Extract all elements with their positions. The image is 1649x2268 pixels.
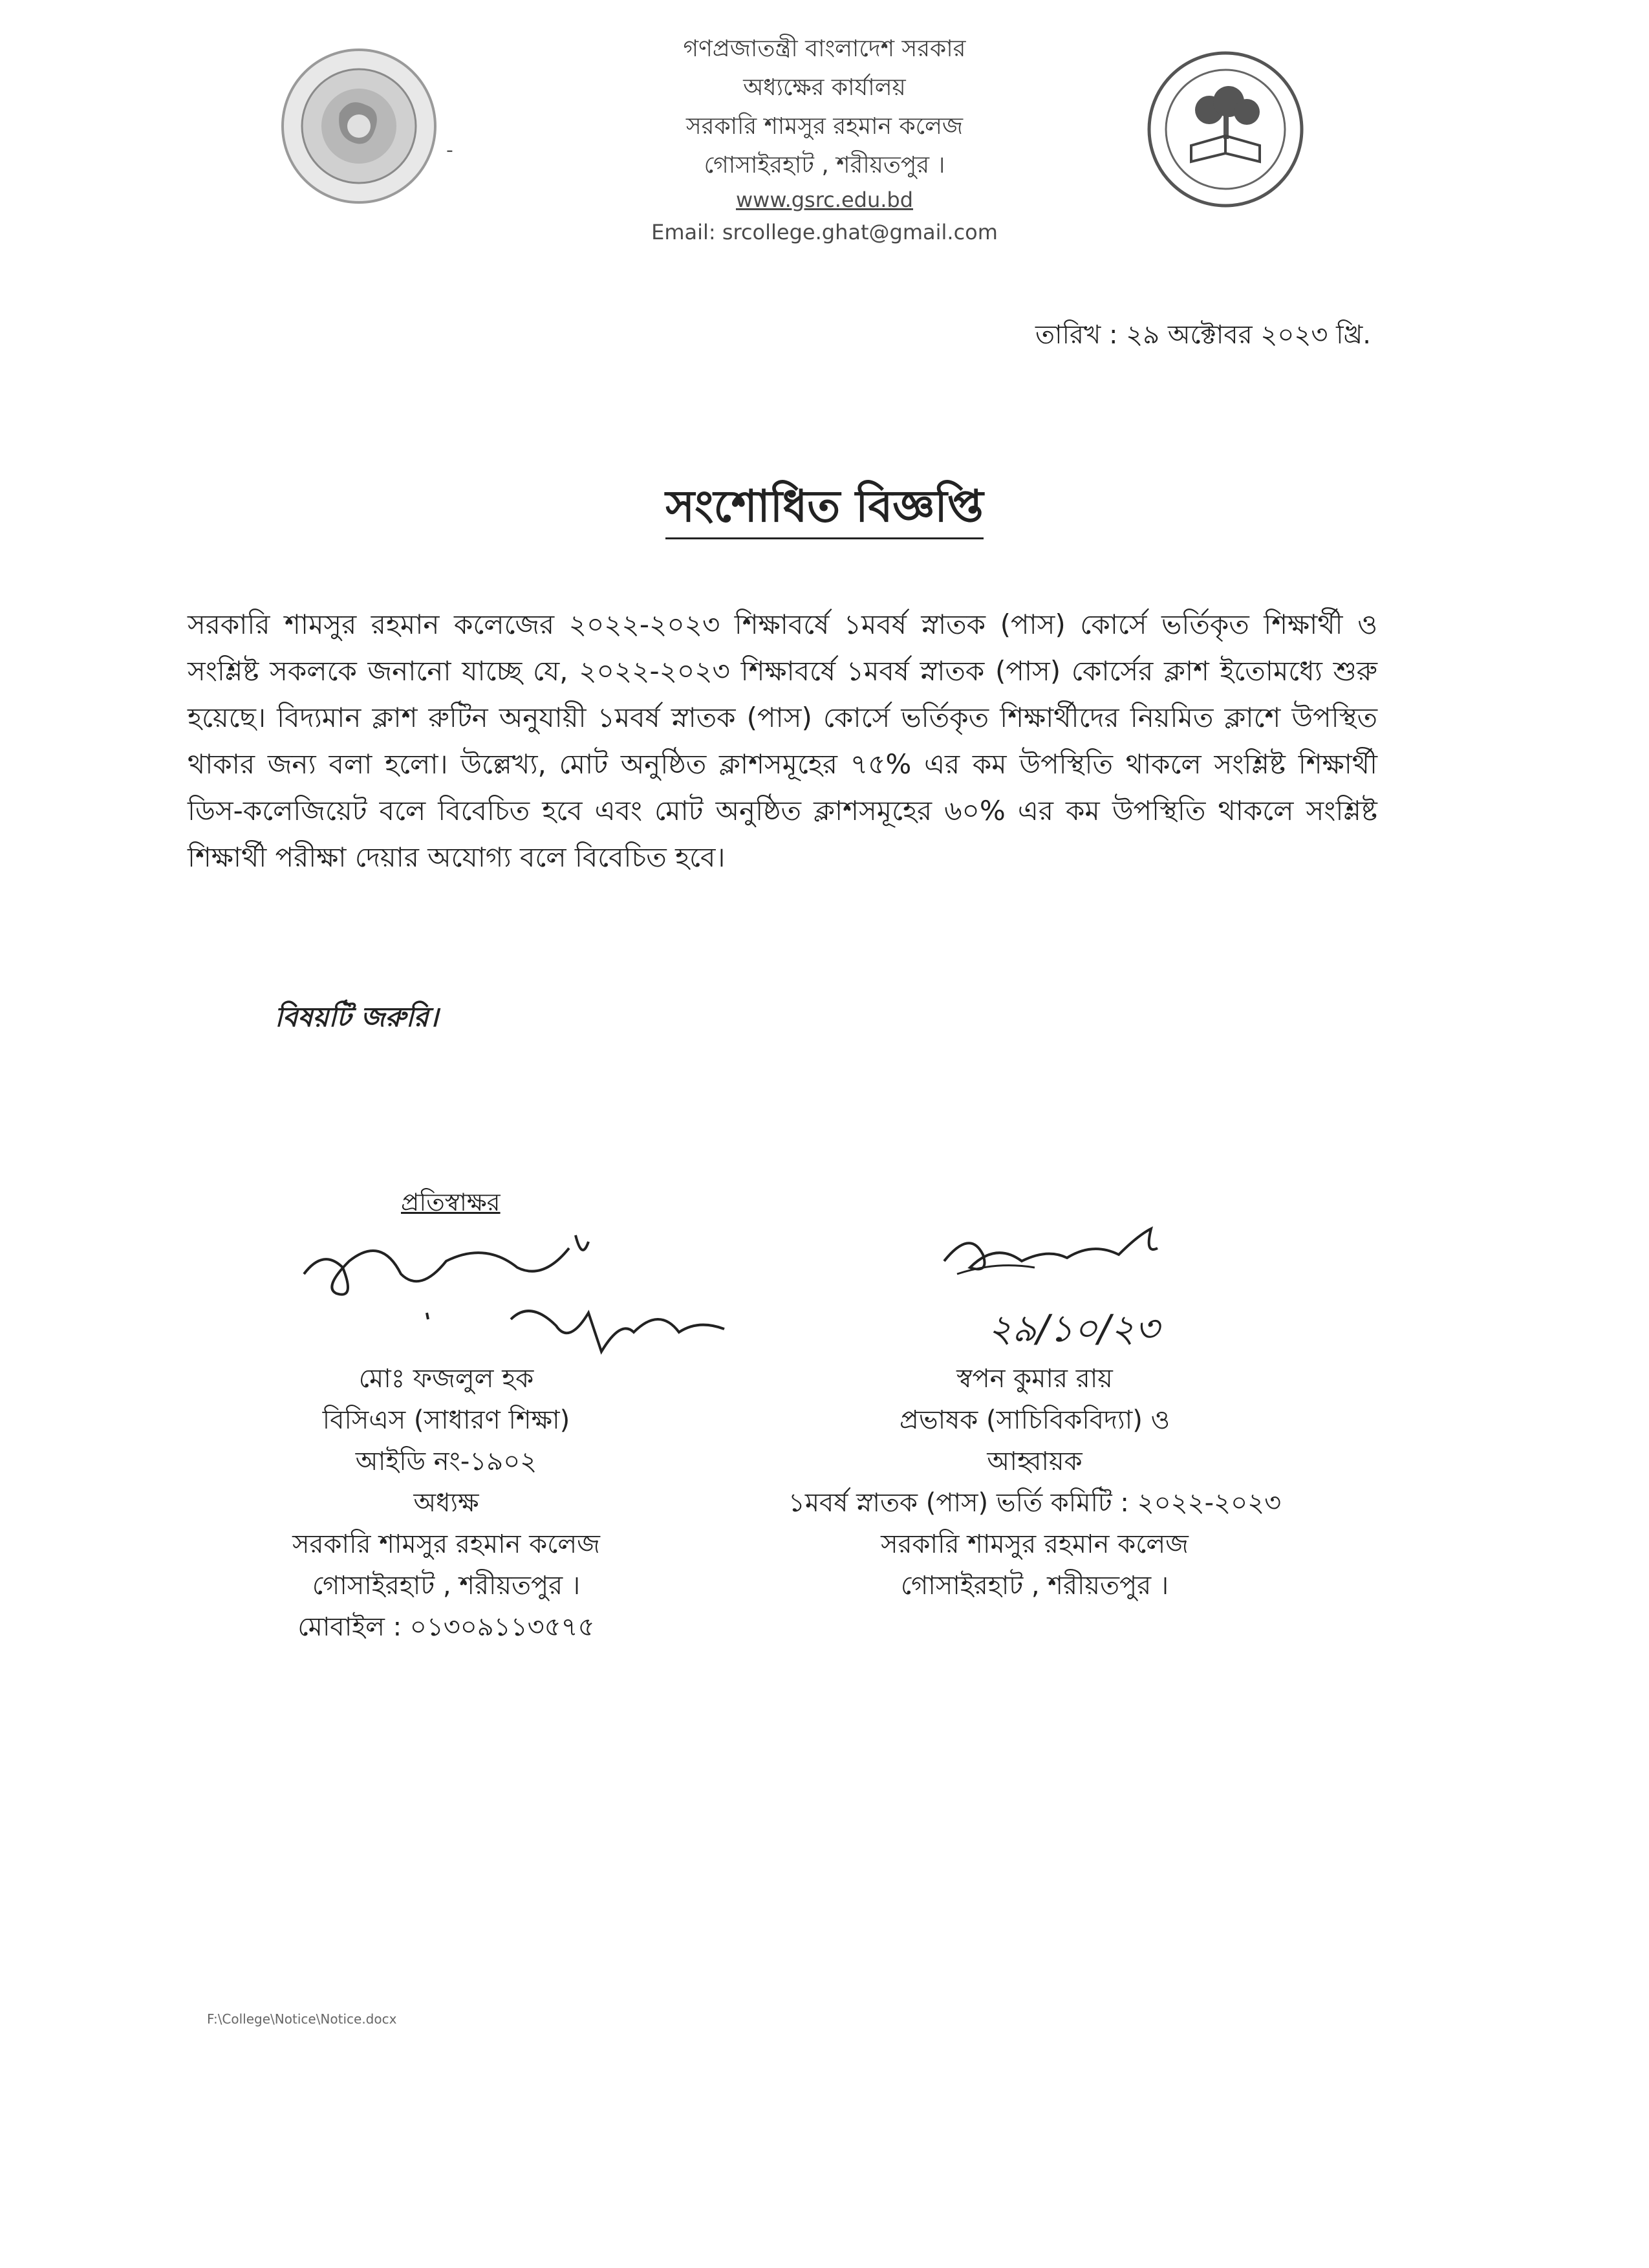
- header-office: অধ্যক্ষের কার্যালয়: [743, 74, 906, 101]
- notice-title: সংশোধিত বিজ্ঞপ্তি: [665, 481, 983, 539]
- countersign-label: প্রতিস্বাক্ষর: [401, 1188, 501, 1216]
- convener-college: সরকারি শামসুর রহমান কলেজ: [881, 1529, 1189, 1559]
- header-location: গোসাইরহাট , শরীয়তপুর ।: [704, 152, 945, 178]
- convener-name: স্বপন কুমার রায়: [956, 1364, 1113, 1394]
- principal-location: গোসাইরহাট , শরীয়তপুর ।: [312, 1571, 581, 1601]
- header-website-link[interactable]: www.gsrc.edu.bd: [735, 188, 914, 212]
- convener-role: আহ্বায়ক: [987, 1447, 1083, 1476]
- notice-body: সরকারি শামসুর রহমান কলেজের ২০২২-২০২৩ শিক্ষাবর্ষে ১মবর্ষ স্নাতক (পাস) কোর্সে ভর্তিকৃত শিক্ষার্থী ও সংশ্লিষ্ট সকলকে জনানো যাচ্ছে যে, ২০২২-২০২৩ শিক্ষাবর্ষে ১মবর্ষ স্নাতক (পাস) কোর্সের ক্লাশ ইতোমধ্যে শুরু হয়েছে। বিদ্যমান ক্লাশ রুটিন অনুযায়ী ১মবর্ষ স্নাতক (পাস) কোর্সে ভর্তিকৃত শিক্ষার্থীদের নিয়মিত ক্লাশে উপস্থিত থাকার জন্য বলা হলো। উল্লেখ্য, মোট অনুষ্ঠিত ক্লাশসমূহের ৭৫% এর কম উপস্থিতি থাকলে সংশ্লিষ্ট শিক্ষার্থী ডিস-কলেজিয়েট বলে বিবেচিত হবে এবং মোট অনুষ্ঠিত ক্লাশসমূহের ৬০% এর কম উপস্থিতি থাকলে সংশ্লিষ্ট শিক্ষার্থী পরীক্ষা দেয়ার অযোগ্য বলে বিবেচিত হবে।: [188, 609, 1377, 873]
- header-email: Email: srcollege.ghat@gmail.com: [651, 220, 998, 244]
- convener-location: গোসাইরহাট , শরীয়তপুর ।: [900, 1571, 1169, 1601]
- principal-id: আইডি নং-১৯০২: [355, 1447, 537, 1476]
- handwritten-date: ২৯/১০/২৩: [987, 1306, 1159, 1350]
- principal-cadre: বিসিএস (সাধারণ শিক্ষা): [322, 1405, 570, 1435]
- principal-college: সরকারি শামসুর রহমান কলেজ: [292, 1529, 600, 1559]
- principal-signature-block: [220, 1358, 673, 1648]
- convener-signature-block: [711, 1358, 1358, 1606]
- dash-mark: -: [446, 139, 453, 162]
- convener-designation: প্রভাষক (সাচিবিকবিদ্যা) ও: [899, 1405, 1170, 1435]
- file-path: F:\College\Notice\Notice.docx: [207, 2011, 397, 2027]
- notice-date: তারিখ : ২৯ অক্টোবর ২০২৩ খ্রি.: [1035, 320, 1371, 350]
- principal-designation: অধ্যক্ষ: [413, 1488, 479, 1518]
- left-signature: [297, 1222, 737, 1365]
- header-govt: গণপ্রজাতন্ত্রী বাংলাদেশ সরকার: [683, 36, 966, 62]
- important-note: বিষয়টি জরুরি।: [275, 1001, 438, 1033]
- header-college: সরকারি শামসুর রহমান কলেজ: [685, 113, 964, 140]
- principal-mobile: মোবাইল : ০১৩০৯১১৩৫৭৫: [297, 1612, 595, 1642]
- convener-committee: ১মবর্ষ স্নাতক (পাস) ভর্তি কমিটি : ২০২২-২০২৩: [788, 1488, 1282, 1518]
- principal-name: মোঃ ফজলুল হক: [358, 1364, 534, 1394]
